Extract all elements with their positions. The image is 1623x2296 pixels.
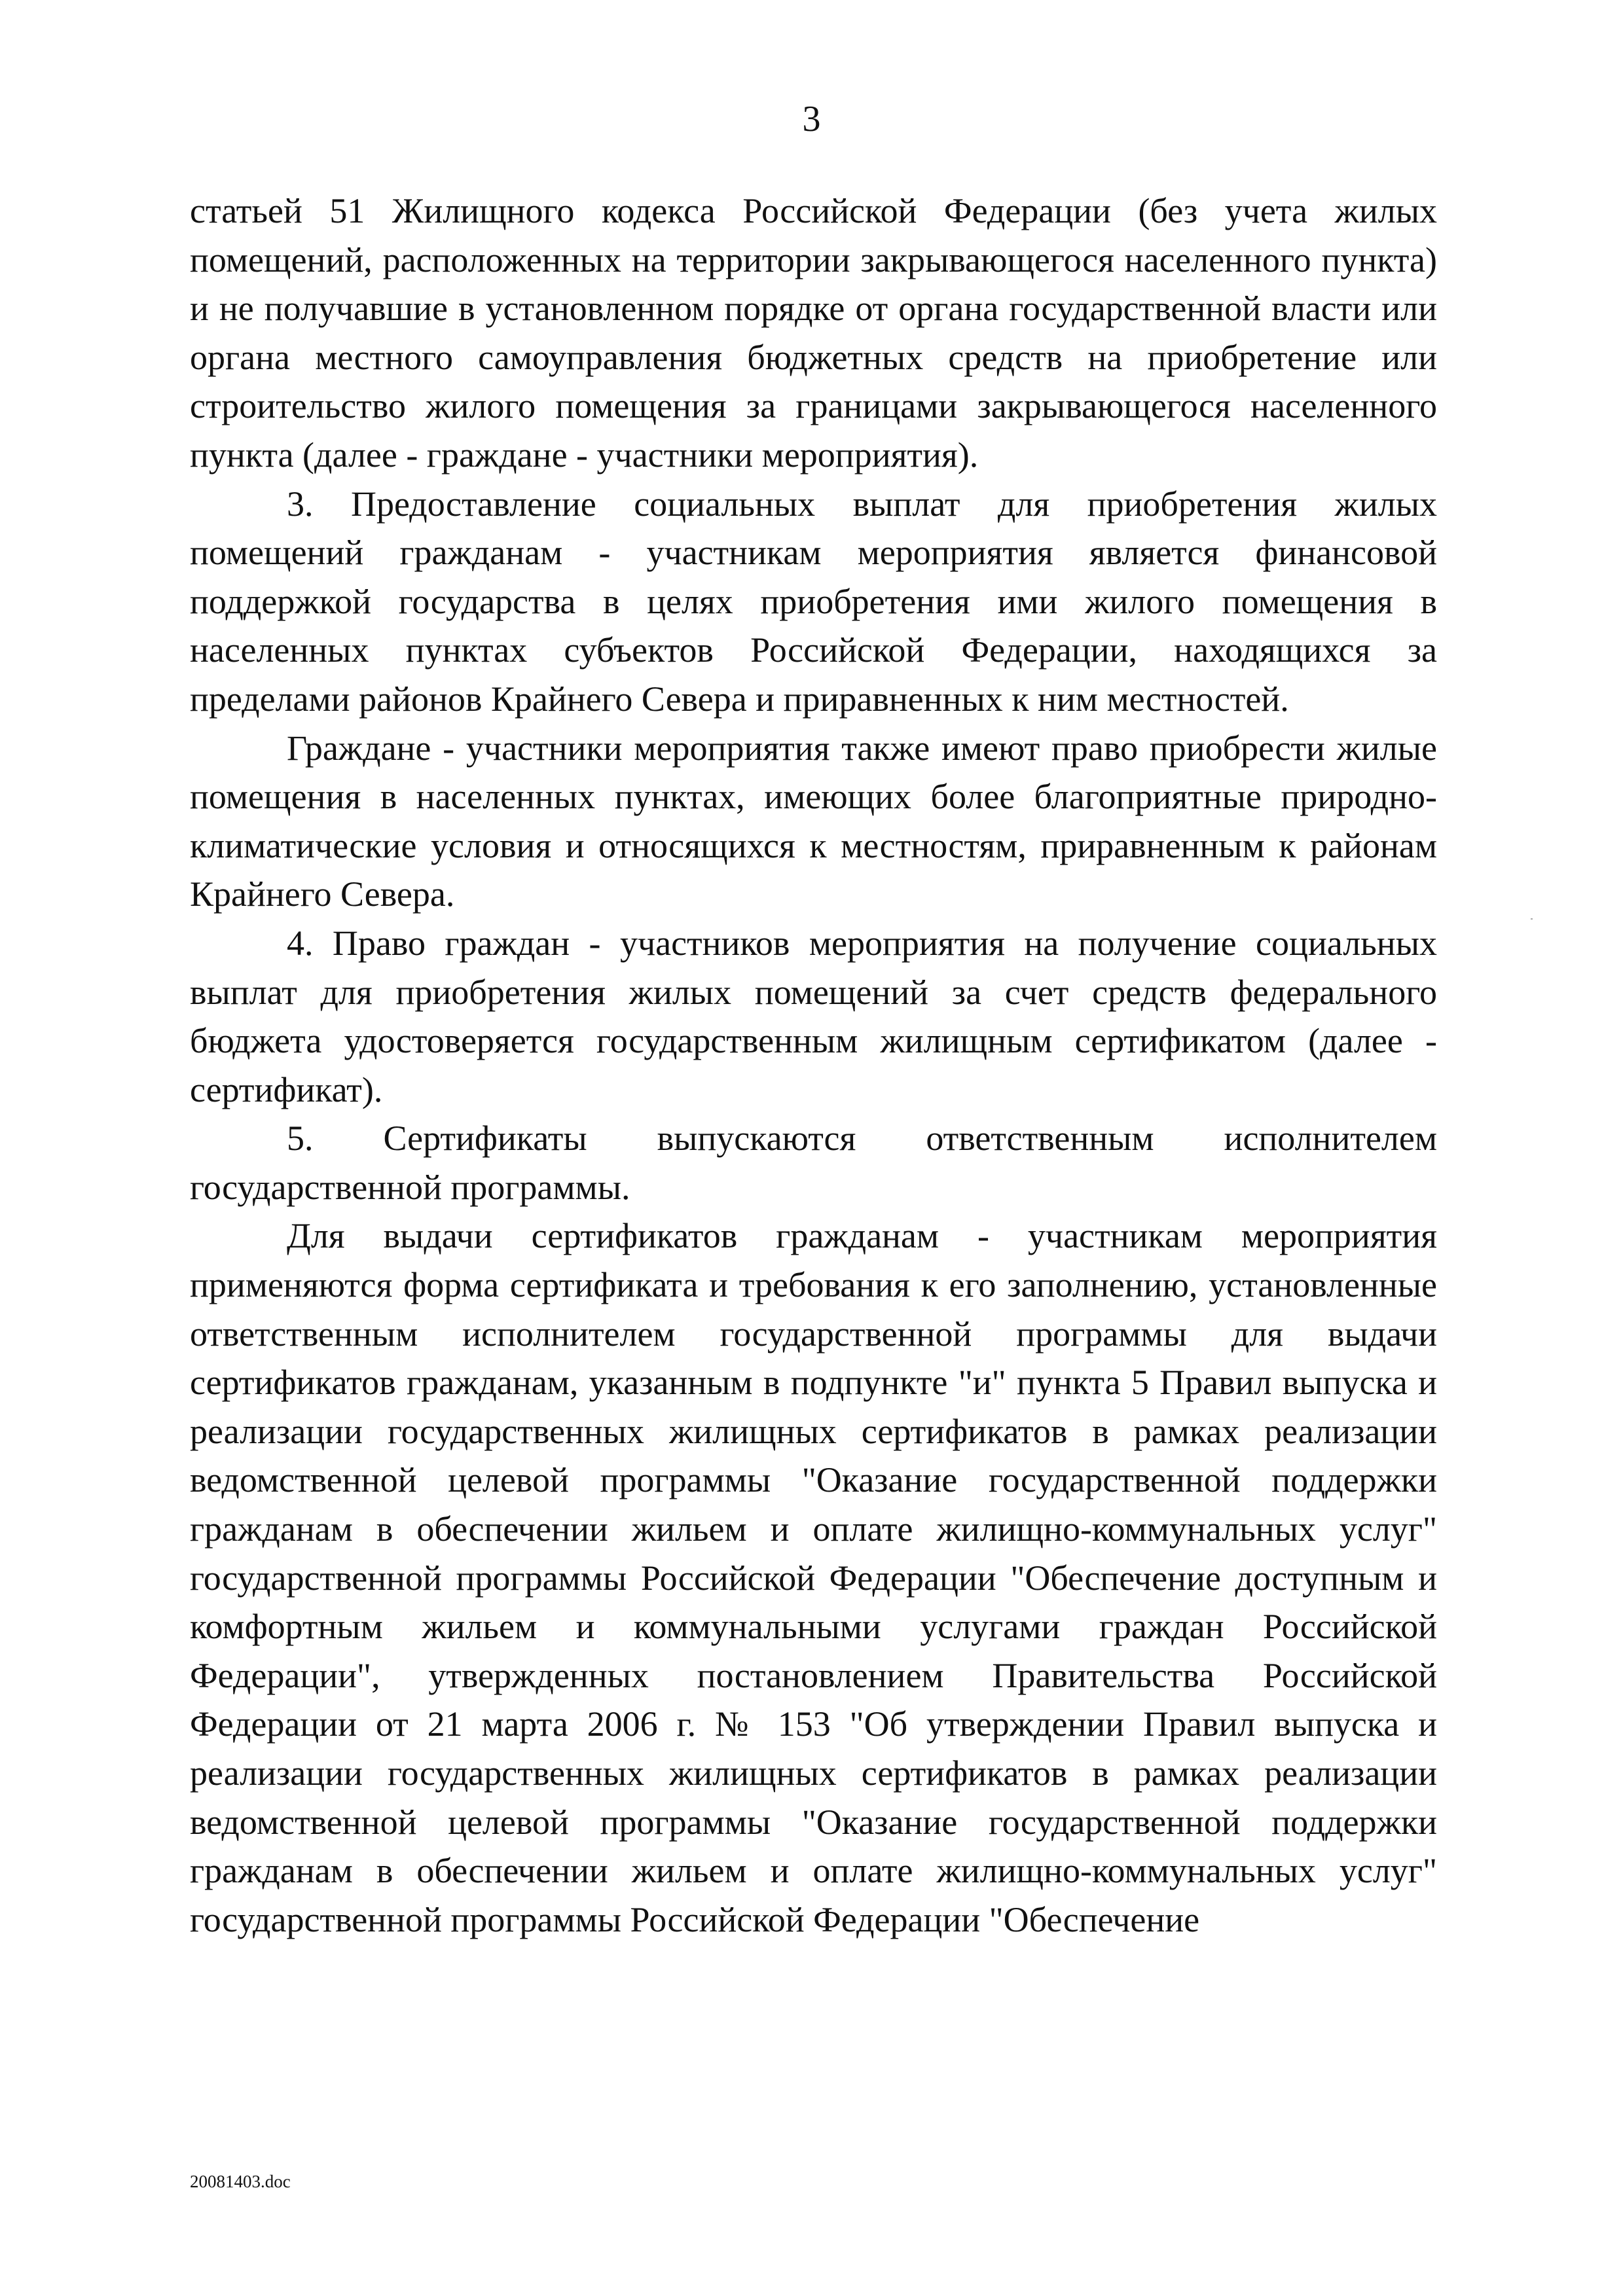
paragraph-citizens-right: Граждане - участники мероприятия также имеют право приобрести жилые помещения в населенных пунктах, имеющих более благоприятные природно-климатические условия и относящихся к местностям, приравненным к районам Крайнего Севера.	[190, 728, 1437, 914]
document-file-code: 20081403.doc	[190, 2172, 291, 2191]
paragraph-continuation: статьей 51 Жилищного кодекса Российской Федерации (без учета жилых помещений, расположенных на территории закрывающегося населенного пункта) и не получавшие в установленном порядке от органа государственной власти или органа местного самоуправления бюджетных средств на приобретение или строительство жилого помещения за границами закрывающегося населенного пункта (далее - граждане - участники мероприятия).	[190, 191, 1437, 475]
paragraph-item-5: 5. Сертификаты выпускаются ответственным исполнителем государственной программы.	[190, 1119, 1437, 1207]
paragraph-item-3: 3. Предоставление социальных выплат для приобретения жилых помещений гражданам - участникам мероприятия является финансовой поддержкой государства в целях приобретения ими жилого помещения в населенных пунктах субъектов Российской Федерации, находящихся за пределами районов Крайнего Севера и приравненных к ним местностей.	[190, 484, 1437, 719]
page-number: 3	[802, 99, 821, 139]
document-body	[190, 187, 1437, 1944]
scan-speck	[1531, 918, 1533, 920]
paragraph-item-4: 4. Право граждан - участников мероприятия на получение социальных выплат для приобретения жилых помещений за счет средств федерального бюджета удостоверяется государственным жилищным сертификатом (далее - сертификат).	[190, 923, 1437, 1109]
paragraph-certificate-form: Для выдачи сертификатов гражданам - участникам мероприятия применяются форма сертификата и требования к его заполнению, установленные ответственным исполнителем государственной программы для выдачи сертификатов гражданам, указанным в подпункте "и" пункта 5 Правил выпуска и реализации государственных жилищных сертификатов в рамках реализации ведомственной целевой программы "Оказание государственной поддержки гражданам в обеспечении жильем и оплате жилищно-коммунальных услуг" государственной программы Российской Федерации "Обеспечение доступным и комфортным жильем и коммунальными услугами граждан Российской Федерации", утвержденных постановлением Правительства Российской Федерации от 21 марта 2006 г. № 153 "Об утверждении Правил выпуска и реализации государственных жилищных сертификатов в рамках реализации ведомственной целевой программы "Оказание государственной поддержки гражданам в обеспечении жильем и оплате жилищно-коммунальных услуг" государственной программы Российской Федерации "Обеспечение	[190, 1216, 1437, 1939]
